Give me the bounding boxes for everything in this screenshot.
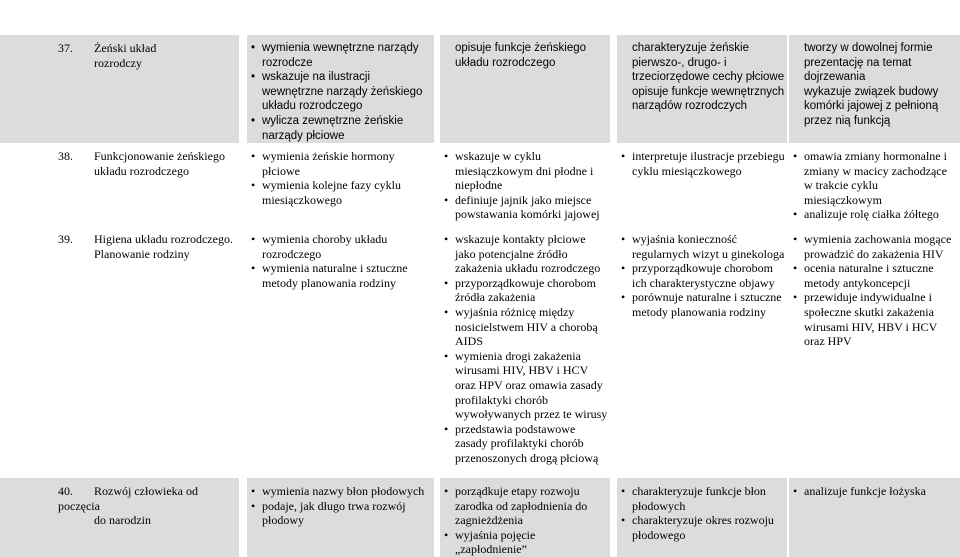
topic-cell: [54, 478, 239, 528]
list-item: opisuje funkcje wewnętrznych narządów rozrodczych: [632, 85, 785, 113]
requirements-excellent: [789, 478, 960, 499]
topic-cell: [54, 143, 239, 178]
topic-line: układu rozrodczego: [94, 163, 189, 178]
list-item: • definiuje jajnik jako miejsce powstawania komórki jajowej: [444, 193, 608, 222]
list-item: opisuje funkcje żeńskiego układu rozrodczego: [455, 42, 587, 69]
requirements-excellent: [789, 226, 960, 349]
list-item: • charakteryzuje okres rozwoju płodowego: [621, 513, 785, 542]
list-item: • wymienia naturalne i sztuczne metody planowania rodziny: [251, 261, 432, 290]
requirements-extended: [440, 226, 610, 466]
table-row-39: [0, 226, 960, 476]
requirements-basic: [247, 35, 434, 143]
list-item: • porządkuje etapy rozwoju zarodka od zapłodnienia do zagnieżdżenia: [444, 484, 608, 528]
list-item: • wyjaśnia pojęcie „zapłodnienie”: [444, 528, 608, 557]
list-item: • wyjaśnia konieczność regularnych wizyt u ginekologa: [621, 232, 785, 261]
topic-line: Higiena układu rozrodczego.: [94, 232, 233, 246]
table-row-40: [0, 478, 960, 557]
topic-cell: [54, 226, 239, 261]
requirements-extended: [440, 478, 610, 557]
list-item: • charakteryzuje funkcje błon płodowych: [621, 484, 785, 513]
list-item: wykazuje związek budowy komórki jajowej z pełnioną przez nią funkcją: [804, 85, 939, 127]
requirements-basic: [247, 226, 434, 290]
requirements-basic: [247, 478, 434, 528]
list-item: • wymienia kolejne fazy cyklu miesiączkowego: [251, 178, 432, 207]
requirements-extended: [440, 35, 610, 70]
list-item: • wskazuje kontakty płciowe jako potencjalne źródło zakażenia układu rozrodczego: [444, 232, 608, 276]
list-item: • wylicza zewnętrzne żeńskie narządy płciowe: [251, 114, 432, 143]
list-item: tworzy w dowolnej formie prezentację na temat dojrzewania: [804, 42, 933, 84]
requirements-good: [617, 143, 787, 178]
row-number: 39.: [58, 232, 73, 246]
requirements-excellent: [789, 143, 960, 222]
requirements-basic: [247, 143, 434, 207]
list-item: • interpretuje ilustracje przebiegu cyklu miesiączkowego: [621, 149, 785, 178]
list-item: • wskazuje w cyklu miesiączkowym dni płodne i niepłodne: [444, 149, 608, 193]
table-row-37: [0, 35, 960, 143]
list-item: • przyporządkowuje chorobom źródła zakażenia: [444, 276, 608, 305]
list-item: • analizuje rolę ciałka żółtego: [793, 207, 958, 222]
topic-line: Żeński układ: [94, 41, 157, 55]
topic-line: rozrodczy: [94, 55, 142, 70]
requirements-good: [617, 35, 787, 114]
list-item: • podaje, jak długo trwa rozwój płodowy: [251, 499, 432, 528]
requirements-extended: [440, 143, 610, 222]
requirements-excellent: [789, 35, 960, 129]
requirements-good: [617, 226, 787, 320]
topic-cell: [54, 35, 239, 70]
list-item: • wymienia choroby układu rozrodczego: [251, 232, 432, 261]
list-item: • wymienia wewnętrzne narządy rozrodcze: [251, 41, 432, 70]
list-item: • wymienia zachowania mogące prowadzić do zakażenia HIV: [793, 232, 958, 261]
list-item: • wymienia żeńskie hormony płciowe: [251, 149, 432, 178]
table-row-38: [0, 143, 960, 226]
list-item: • porównuje naturalne i sztuczne metody planowania rodziny: [621, 290, 785, 319]
list-item: • przedstawia podstawowe zasady profilaktyki chorób przenoszonych drogą płciową: [444, 422, 608, 466]
requirements-good: [617, 478, 787, 542]
topic-line: do narodzin: [94, 513, 151, 528]
list-item: • wymienia drogi zakażenia wirusami HIV, HBV i HCV oraz HPV oraz omawia zasady profilaktyki chorób wywoływanych przez te wirusy: [444, 349, 608, 422]
list-item: • wskazuje na ilustracji wewnętrzne narządy żeńskiego układu rozrodczego: [251, 70, 432, 114]
list-item: charakteryzuje żeńskie pierwszo-, drugo- i trzeciorzędowe cechy płciowe: [632, 42, 785, 84]
topic-line: Rozwój człowieka od poczęcia: [58, 484, 198, 513]
list-item: • przewiduje indywidualne i społeczne skutki zakażenia wirusami HIV, HBV i HCV oraz HPV: [793, 290, 958, 348]
list-item: • ocenia naturalne i sztuczne metody antykoncepcji: [793, 261, 958, 290]
row-number: 38.: [58, 149, 73, 163]
list-item: • wymienia nazwy błon płodowych: [251, 484, 432, 499]
topic-line: Funkcjonowanie żeńskiego: [94, 149, 225, 163]
topic-line: Planowanie rodziny: [94, 246, 190, 261]
list-item: • przyporządkowuje chorobom ich charakterystyczne objawy: [621, 261, 785, 290]
row-number: 37.: [58, 41, 73, 55]
list-item: • wyjaśnia różnicę między nosicielstwem HIV a chorobą AIDS: [444, 305, 608, 349]
row-number: 40.: [58, 484, 73, 498]
list-item: • analizuje funkcje łożyska: [793, 484, 958, 499]
list-item: • omawia zmiany hormonalne i zmiany w macicy zachodzące w trakcie cyklu miesiączkowym: [793, 149, 958, 207]
